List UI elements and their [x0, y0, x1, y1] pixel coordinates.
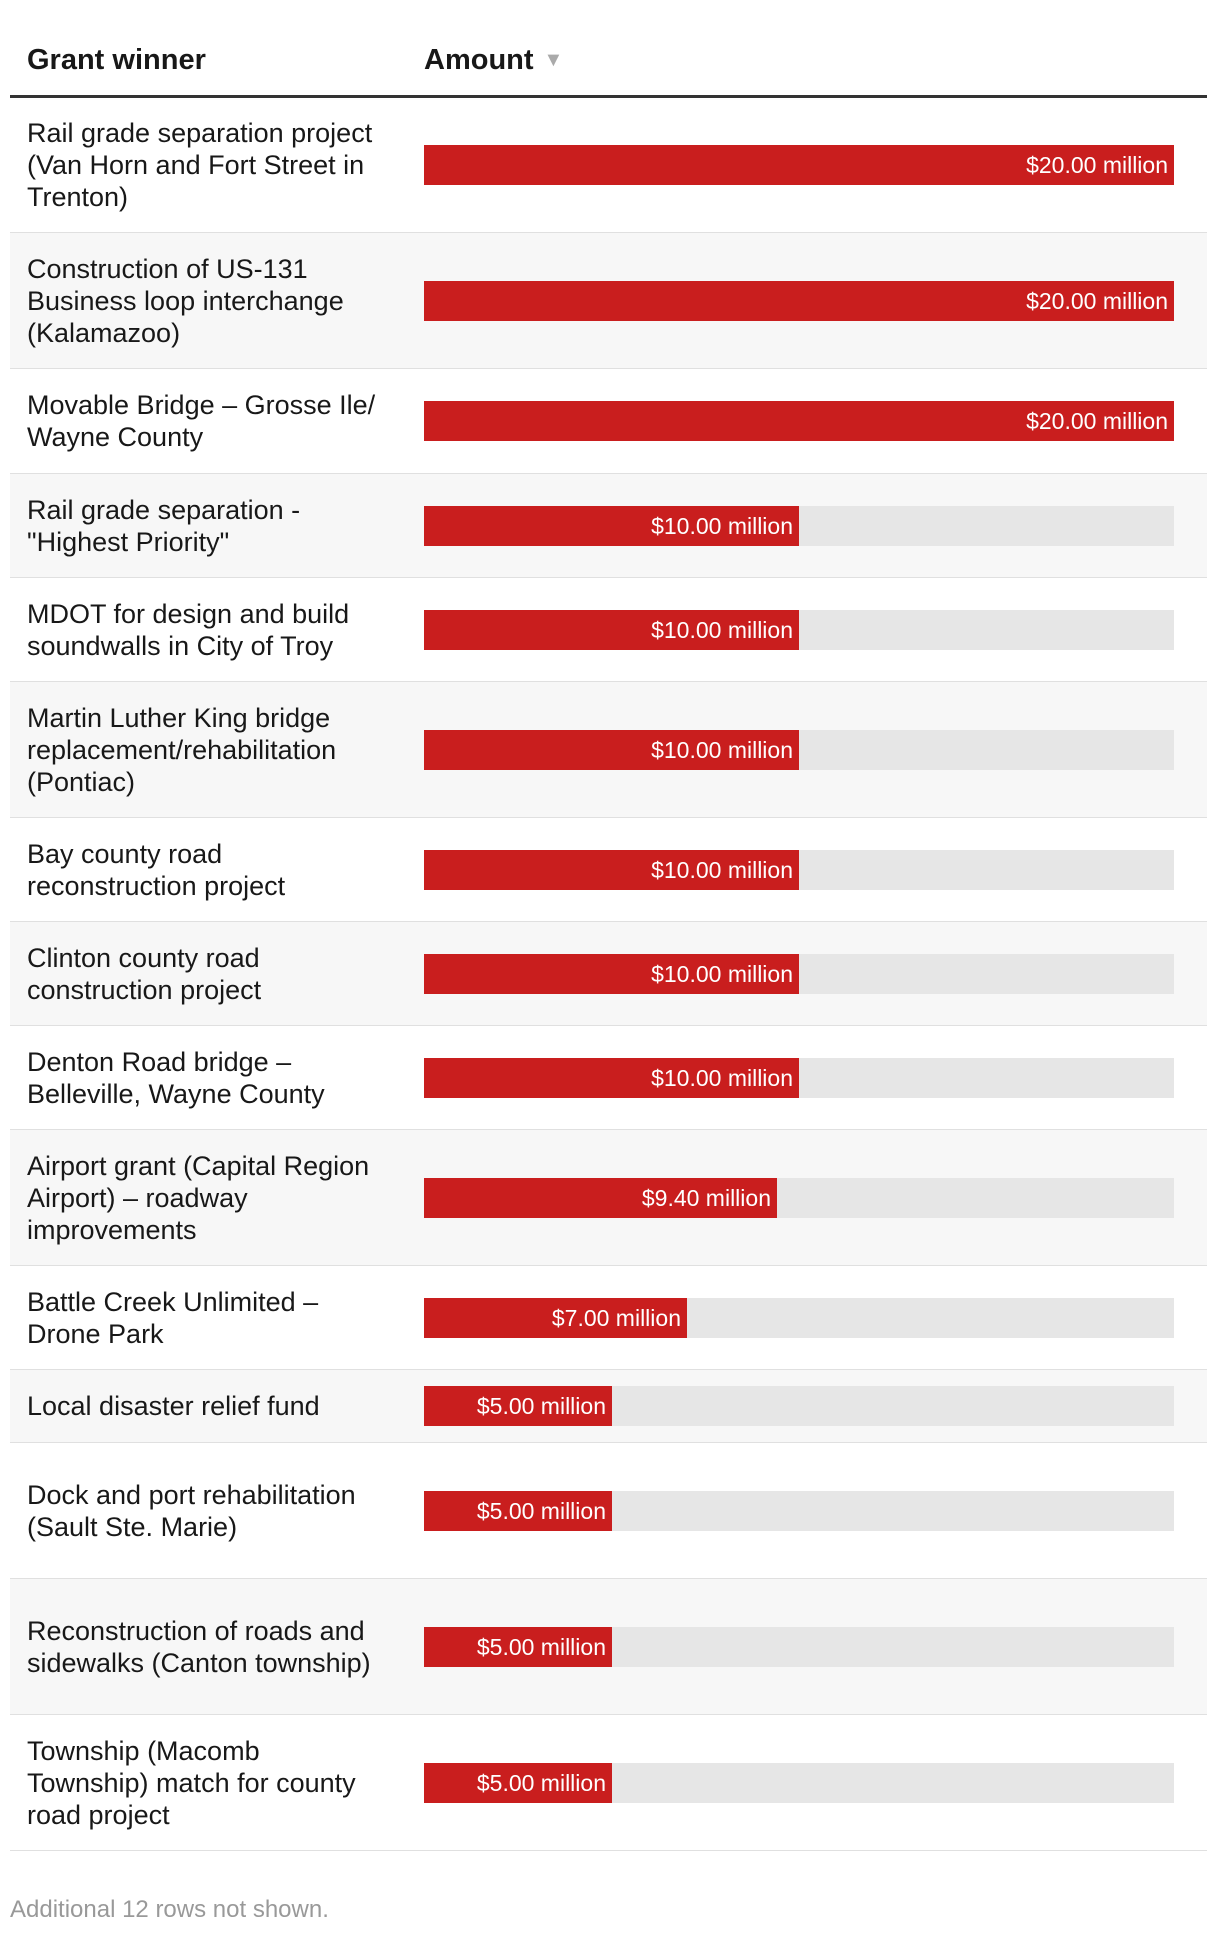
table-row — [10, 682, 1207, 818]
amount-label: $7.00 million — [551, 1304, 681, 1331]
table-body — [10, 98, 1207, 1851]
amount-label: $5.00 million — [476, 1393, 606, 1419]
amount-label: $9.40 million — [641, 1184, 771, 1211]
amount-bar — [424, 1386, 612, 1426]
table-row — [10, 1579, 1207, 1715]
table-row — [10, 1443, 1207, 1579]
amount-bar-track — [424, 401, 1174, 441]
amount-bar — [424, 145, 1174, 185]
amount-label: $5.00 million — [476, 1633, 606, 1660]
grant-winner-name: Clinton county road construction project — [27, 942, 262, 1005]
amount-label: $5.00 million — [476, 1497, 606, 1524]
amount-bar-track — [424, 1763, 1174, 1803]
sort-descending-icon[interactable]: ▼ — [543, 49, 564, 71]
amount-bar — [424, 954, 799, 994]
amount-bar — [424, 850, 799, 890]
table-row — [10, 474, 1207, 578]
amount-bar-track — [424, 1058, 1174, 1098]
footnote: Additional 12 rows not shown. — [10, 1896, 329, 1923]
grants-table — [10, 0, 1207, 1851]
amount-bar-track — [424, 281, 1174, 321]
table-row — [10, 922, 1207, 1026]
amount-bar — [424, 1627, 612, 1667]
amount-bar — [424, 401, 1174, 441]
amount-bar-track — [424, 954, 1174, 994]
amount-label: $20.00 million — [1026, 152, 1168, 178]
amount-label: $10.00 million — [651, 736, 793, 763]
grant-winner-name: Reconstruction of roads and sidewalks (Canton township) — [27, 1615, 371, 1678]
table-row — [10, 369, 1207, 474]
column-header-grant-winner[interactable]: Grant winner — [27, 44, 206, 76]
amount-label: $10.00 million — [651, 960, 793, 987]
amount-bar-track — [424, 1491, 1174, 1531]
amount-label: $10.00 million — [651, 616, 793, 643]
grant-winner-name: Township (Macomb Township) match for county road project — [27, 1735, 356, 1830]
amount-label: $20.00 million — [1026, 408, 1168, 434]
amount-bar-track — [424, 145, 1174, 185]
table-row — [10, 98, 1207, 233]
table-row — [10, 1266, 1207, 1370]
amount-bar-track — [424, 850, 1174, 890]
grant-winner-name: Bay county road reconstruction project — [27, 838, 286, 901]
amount-bar — [424, 1491, 612, 1531]
table-row — [10, 1370, 1207, 1443]
amount-bar — [424, 1298, 687, 1338]
column-header-amount-label: Amount — [424, 44, 534, 76]
column-header-amount[interactable] — [424, 44, 563, 77]
table-row — [10, 818, 1207, 922]
amount-bar — [424, 1763, 612, 1803]
amount-bar — [424, 506, 799, 546]
grant-winner-name: Denton Road bridge – Belleville, Wayne County — [27, 1046, 325, 1109]
amount-bar-track — [424, 1386, 1174, 1426]
table-row — [10, 1130, 1207, 1266]
amount-bar — [424, 1058, 799, 1098]
grant-winner-name: Rail grade separation - "Highest Priority" — [27, 494, 301, 557]
amount-label: $10.00 million — [651, 512, 793, 539]
amount-bar-track — [424, 1298, 1174, 1338]
amount-bar — [424, 730, 799, 770]
amount-bar-track — [424, 506, 1174, 546]
amount-label: $5.00 million — [476, 1769, 606, 1796]
table-row — [10, 233, 1207, 369]
amount-label: $10.00 million — [651, 856, 793, 883]
grant-winner-name: Rail grade separation project (Van Horn and Fort Street in Trenton) — [27, 118, 373, 212]
amount-bar-track — [424, 1627, 1174, 1667]
grant-winner-name: MDOT for design and build soundwalls in City of Troy — [27, 598, 350, 661]
grant-winner-name: Local disaster relief fund — [27, 1391, 320, 1421]
table-header — [10, 0, 1207, 98]
amount-label: $10.00 million — [651, 1064, 793, 1091]
grant-winner-name: Martin Luther King bridge replacement/rehabilitation (Pontiac) — [27, 702, 337, 797]
amount-label: $20.00 million — [1026, 287, 1168, 314]
grant-winner-name: Battle Creek Unlimited – Drone Park — [27, 1286, 319, 1349]
grant-winner-name: Dock and port rehabilitation (Sault Ste. Marie) — [27, 1479, 356, 1542]
amount-bar-track — [424, 1178, 1174, 1218]
grant-winner-name: Construction of US-131 Business loop interchange (Kalamazoo) — [27, 253, 344, 348]
table-row — [10, 1026, 1207, 1130]
table-row — [10, 578, 1207, 682]
amount-bar — [424, 281, 1174, 321]
amount-bar-track — [424, 730, 1174, 770]
grant-winner-name: Airport grant (Capital Region Airport) – roadway improvements — [27, 1150, 370, 1245]
amount-bar — [424, 1178, 777, 1218]
grant-winner-name: Movable Bridge – Grosse Ile/ Wayne County — [27, 390, 376, 452]
amount-bar — [424, 610, 799, 650]
amount-bar-track — [424, 610, 1174, 650]
table-row — [10, 1715, 1207, 1851]
